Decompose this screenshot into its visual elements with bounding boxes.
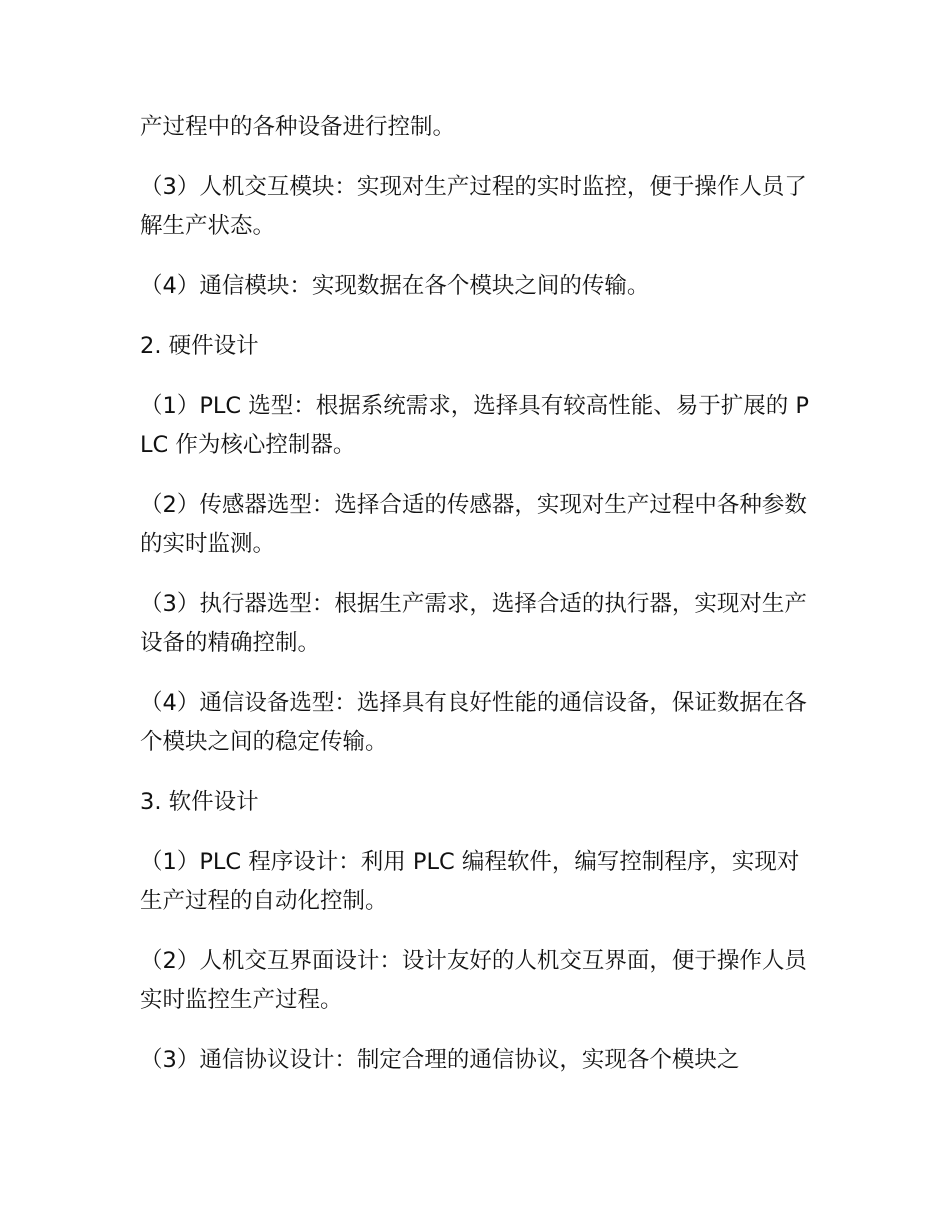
paragraph-hmi-design: （2）人机交互界面设计：设计友好的人机交互界面，便于操作人员实时监控生产过程。 — [140, 948, 807, 1013]
paragraph-protocol-design: （3）通信协议设计：制定合理的通信协议，实现各个模块之 — [140, 1047, 740, 1073]
paragraph-comm-device-selection: （4）通信设备选型：选择具有良好性能的通信设备，保证数据在各个模块之间的稳定传输。 — [140, 690, 807, 755]
paragraph-hmi-module: （3）人机交互模块：实现对生产过程的实时监控，便于操作人员了解生产状态。 — [140, 174, 807, 239]
section-heading-software: 3. 软件设计 — [140, 789, 259, 815]
paragraph-continuation: 产过程中的各种设备进行控制。 — [140, 114, 456, 140]
document-page — [140, 108, 810, 1080]
paragraph-communication-module: （4）通信模块：实现数据在各个模块之间的传输。 — [140, 273, 650, 299]
paragraph-actuator-selection: （3）执行器选型：根据生产需求，选择合适的执行器，实现对生产设备的精确控制。 — [140, 591, 807, 656]
paragraph-plc-program: （1）PLC 程序设计：利用 PLC 编程软件，编写控制程序，实现对生产过程的自动化控制。 — [140, 849, 800, 914]
paragraph-plc-selection: （1）PLC 选型：根据系统需求，选择具有较高性能、易于扩展的 PLC 作为核心控制器。 — [140, 393, 810, 458]
section-heading-hardware: 2. 硬件设计 — [140, 333, 259, 359]
paragraph-sensor-selection: （2）传感器选型：选择合适的传感器，实现对生产过程中各种参数的实时监测。 — [140, 492, 807, 557]
